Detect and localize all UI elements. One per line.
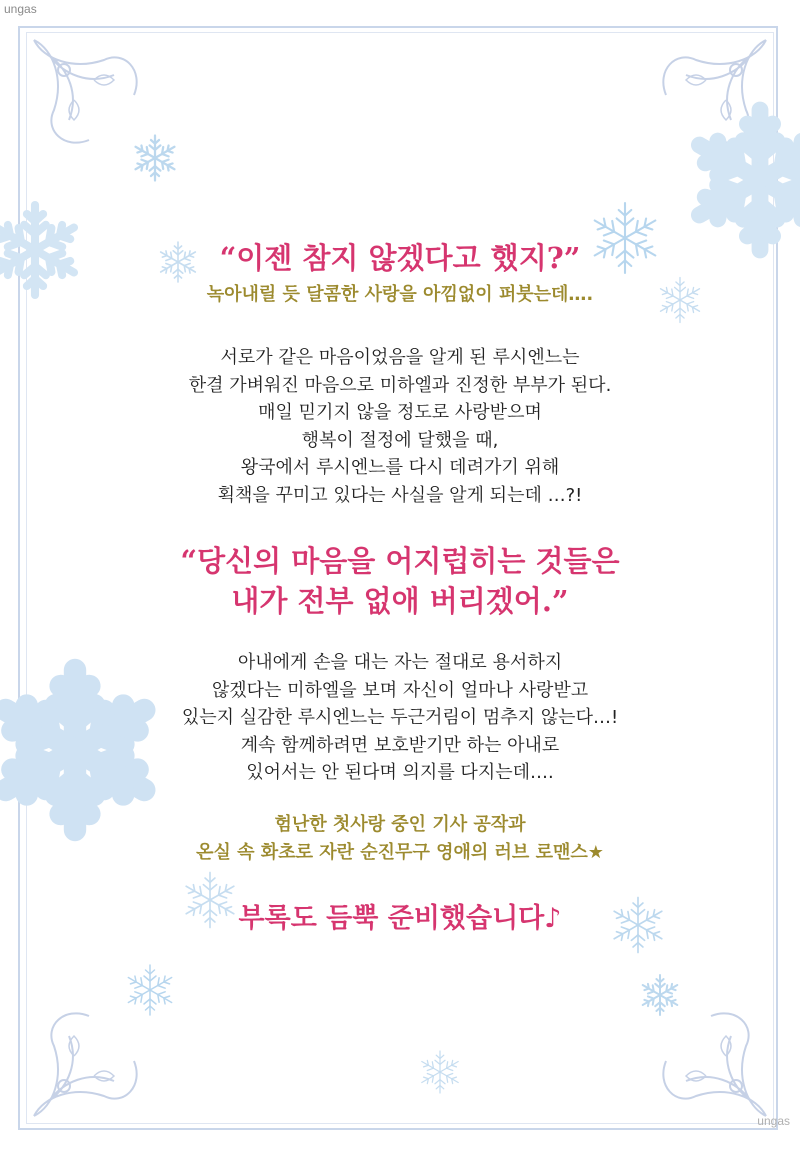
text-line: 있어서는 안 된다며 의지를 다지는데…. bbox=[246, 762, 554, 783]
snowflake-icon bbox=[419, 1051, 460, 1093]
corner-ornament-icon bbox=[34, 1013, 137, 1116]
second-quote bbox=[60, 541, 740, 621]
watermark-top: ungas bbox=[4, 2, 37, 16]
text-line: 계속 함께하려면 보호받기만 하는 아내로 bbox=[240, 734, 560, 756]
tagline-line: 험난한 첫사랑 중인 기사 공작과 bbox=[274, 813, 526, 835]
synopsis-paragraph-2 bbox=[60, 649, 740, 787]
text-line: 한결 가벼워진 마음으로 미하엘과 진정한 부부가 된다. bbox=[188, 374, 612, 396]
watermark-bottom: ungas bbox=[757, 1114, 790, 1128]
text-line: 왕국에서 루시엔느를 다시 데려가기 위해 bbox=[240, 457, 560, 478]
tagline bbox=[60, 811, 740, 867]
text-line: 않겠다는 미하엘을 보며 자신이 얼마나 사랑받고 bbox=[211, 679, 589, 701]
headline-quote: “이젠 참지 않겠다고 했지?” bbox=[219, 241, 581, 275]
text-line: 매일 믿기지 않을 정도로 사랑받으며 bbox=[258, 402, 542, 423]
text-line: 아내에게 손을 대는 자는 절대로 용서하지 bbox=[237, 652, 563, 673]
corner-ornament-icon bbox=[34, 40, 137, 143]
text-line: 행복이 절정에 달했을 때, bbox=[301, 429, 499, 451]
headline-subtitle: 녹아내릴 듯 달콤한 사랑을 아낌없이 퍼붓는데…. bbox=[206, 284, 594, 305]
text-line: 서로가 같은 마음이었음을 알게 된 루시엔느는 bbox=[220, 347, 580, 368]
corner-ornament-icon bbox=[663, 1013, 766, 1116]
book-description bbox=[60, 238, 740, 937]
snowflake-icon bbox=[125, 965, 174, 1015]
bonus-announcement: 부록도 듬뿍 준비했습니다♪ bbox=[238, 902, 562, 934]
synopsis-paragraph-1 bbox=[60, 344, 740, 509]
snowflake-icon bbox=[640, 975, 679, 1015]
text-line: 있는지 실감한 루시엔느는 두근거림이 멈추지 않는다…! bbox=[181, 707, 619, 728]
quote-line: 내가 전부 없애 버리겠어.” bbox=[231, 584, 569, 618]
snowflake-icon bbox=[133, 136, 177, 181]
tagline-line: 온실 속 화초로 자란 순진무구 영애의 러브 로맨스★ bbox=[196, 841, 604, 863]
quote-line: “당신의 마음을 어지럽히는 것들은 bbox=[180, 544, 620, 578]
text-line: 획책을 꾸미고 있다는 사실을 알게 되는데 …?! bbox=[217, 484, 583, 506]
snowflake-icon bbox=[691, 110, 800, 250]
